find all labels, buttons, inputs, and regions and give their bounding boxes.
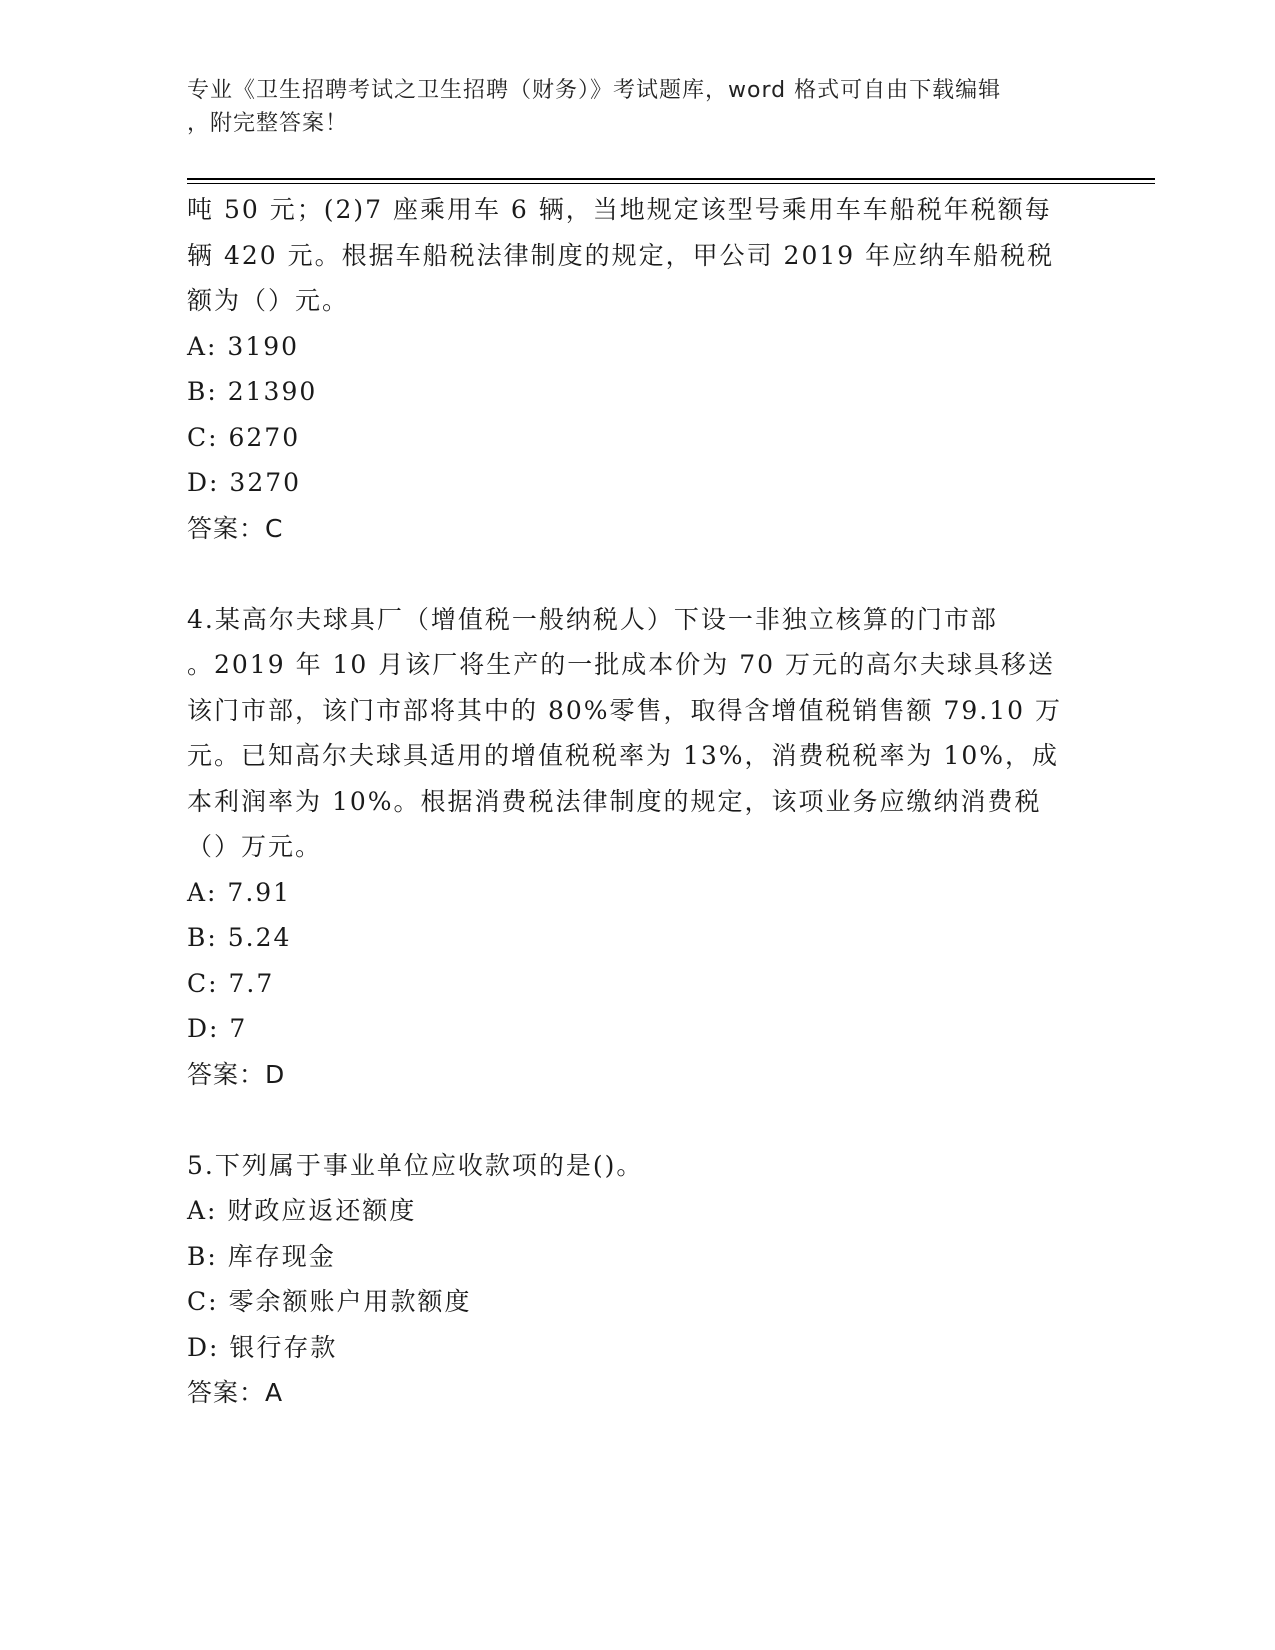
question-text-line: 该门市部，该门市部将其中的 80%零售，取得含增值税销售额 79.10 万 bbox=[187, 695, 1062, 725]
option-a: A: 财政应返还额度 bbox=[187, 1196, 417, 1225]
answer-label: 答案：A bbox=[187, 1378, 284, 1407]
answer-label: 答案：D bbox=[187, 1059, 286, 1089]
header-divider-thin bbox=[187, 183, 1155, 184]
question-text-line: 4.某高尔夫球具厂（增值税一般纳税人）下设一非独立核算的门市部 bbox=[187, 604, 998, 634]
header-line-1: 专业《卫生招聘考试之卫生招聘（财务）》考试题库，word 格式可自由下载编辑 bbox=[187, 78, 1002, 103]
spacer bbox=[187, 551, 1087, 597]
question-text-line: 5.下列属于事业单位应收款项的是()。 bbox=[187, 1150, 644, 1180]
header-divider-thick bbox=[187, 178, 1155, 180]
header-line-2: ，附完整答案！ bbox=[187, 111, 349, 136]
answer-label: 答案：C bbox=[187, 513, 284, 543]
question-text-line: 辆 420 元。根据车船税法律制度的规定，甲公司 2019 年应纳车船税税 bbox=[187, 240, 1055, 270]
question-text-line: 元。已知高尔夫球具适用的增值税税率为 13%，消费税税率为 10%，成 bbox=[187, 741, 1060, 770]
question-text-line: 本利润率为 10%。根据消费税法律制度的规定，该项业务应缴纳消费税 bbox=[187, 786, 1042, 816]
question-text-line: 吨 50 元；(2)7 座乘用车 6 辆，当地规定该型号乘用车车船税年税额每 bbox=[187, 195, 1052, 224]
question-text-line: （）万元。 bbox=[187, 832, 323, 861]
option-b: B: 21390 bbox=[187, 377, 318, 406]
document-header bbox=[187, 74, 1087, 140]
option-b: B: 5.24 bbox=[187, 923, 292, 952]
option-c: C: 零余额账户用款额度 bbox=[187, 1287, 472, 1316]
question-text-line: 额为（）元。 bbox=[187, 286, 350, 315]
option-d: D: 银行存款 bbox=[187, 1332, 338, 1362]
document-body bbox=[187, 187, 1087, 1416]
spacer bbox=[187, 1097, 1087, 1143]
question-5 bbox=[187, 1143, 1087, 1416]
option-d: D: 7 bbox=[187, 1014, 248, 1043]
question-4 bbox=[187, 597, 1087, 1098]
question-text-line: 。2019 年 10 月该厂将生产的一批成本价为 70 万元的高尔夫球具移送 bbox=[187, 650, 1055, 679]
option-c: C: 6270 bbox=[187, 422, 301, 452]
option-c: C: 7.7 bbox=[187, 968, 275, 998]
option-a: A: 7.91 bbox=[187, 877, 292, 907]
question-3 bbox=[187, 187, 1087, 551]
option-d: D: 3270 bbox=[187, 468, 302, 497]
option-a: A: 3190 bbox=[187, 331, 300, 361]
option-b: B: 库存现金 bbox=[187, 1241, 336, 1271]
